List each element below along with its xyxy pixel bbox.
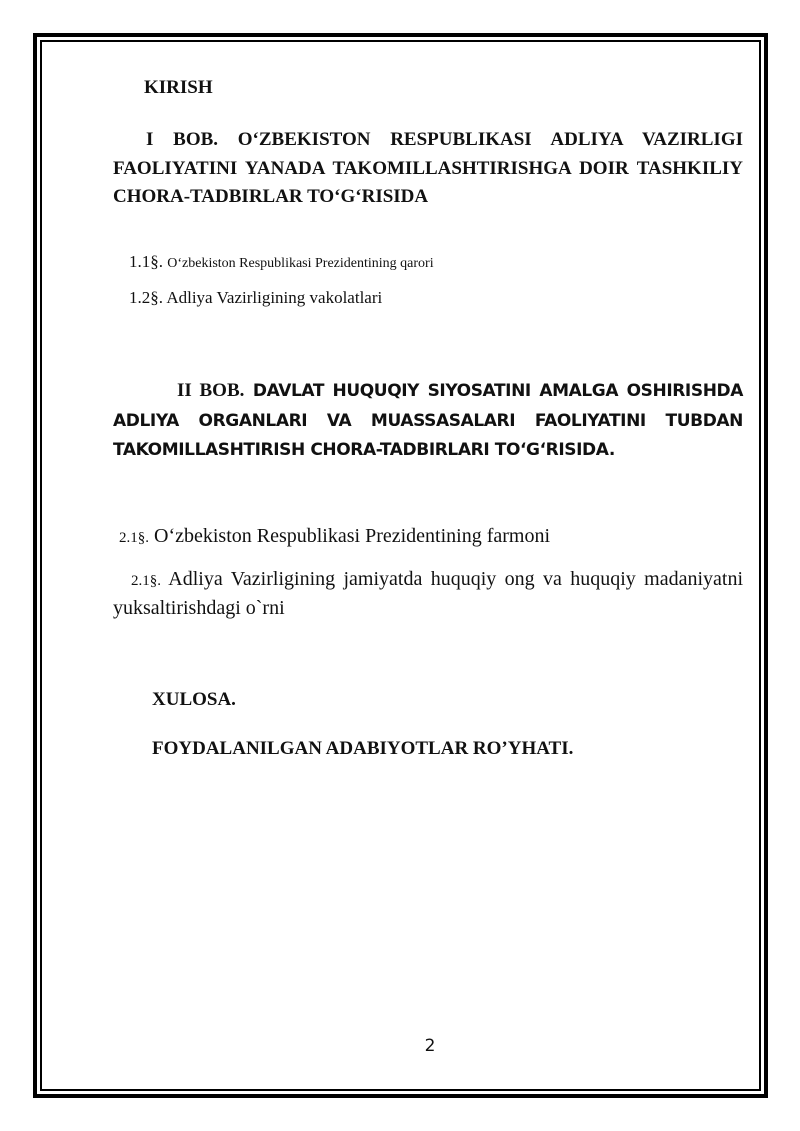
toc-chapter-1-title: I BOB. O‘ZBEKISTON RESPUBLIKASI ADLIYA VAZIRLIGI FAOLIYATINI YANADA TAKOMILLASHTIRISHGA DOIR TASHKILIY CHORA-TADBIRLAR TO‘G‘RISIDA bbox=[113, 129, 743, 207]
chapter-2-heading: DAVLAT HUQUQIY SIYOSATINI AMALGA OSHIRISHDA ADLIYA ORGANLARI VA MUASSASALARI FAOLIYATINI TUBDAN TAKOMILLASHTIRISH CHORA-TADBIRLARI TO‘G‘RISIDA. bbox=[113, 381, 743, 460]
toc-xulosa: XULOSA. bbox=[152, 689, 236, 710]
toc-kirish: KIRISH bbox=[144, 77, 213, 98]
toc-references: FOYDALANILGAN ADABIYOTLAR RO’YHATI. bbox=[152, 738, 574, 759]
section-title: O‘zbekiston Respublikasi Prezidentining farmoni bbox=[154, 525, 551, 547]
toc-section-1-2 bbox=[129, 288, 382, 308]
toc-chapter-2-title bbox=[113, 376, 743, 466]
section-title: Adliya Vazirligining vakolatlari bbox=[166, 288, 383, 307]
toc-section-1-1 bbox=[129, 252, 434, 272]
toc-section-2-1 bbox=[119, 525, 550, 548]
section-number: 2.1§. bbox=[131, 573, 161, 589]
toc-section-2-2 bbox=[113, 566, 743, 622]
chapter-2-lead: II BOB. bbox=[177, 380, 245, 401]
page-number: 2 bbox=[424, 1036, 436, 1056]
section-number: 2.1§. bbox=[119, 530, 149, 546]
section-title: O‘zbekiston Respublikasi Prezidentining qarori bbox=[167, 256, 434, 271]
section-number: 1.2§. bbox=[129, 288, 163, 307]
section-title: Adliya Vazirligining jamiyatda huquqiy ong va huquqiy madaniyatni yuksaltirishdagi o`rni bbox=[113, 568, 743, 619]
section-number: 1.1§. bbox=[129, 252, 163, 271]
